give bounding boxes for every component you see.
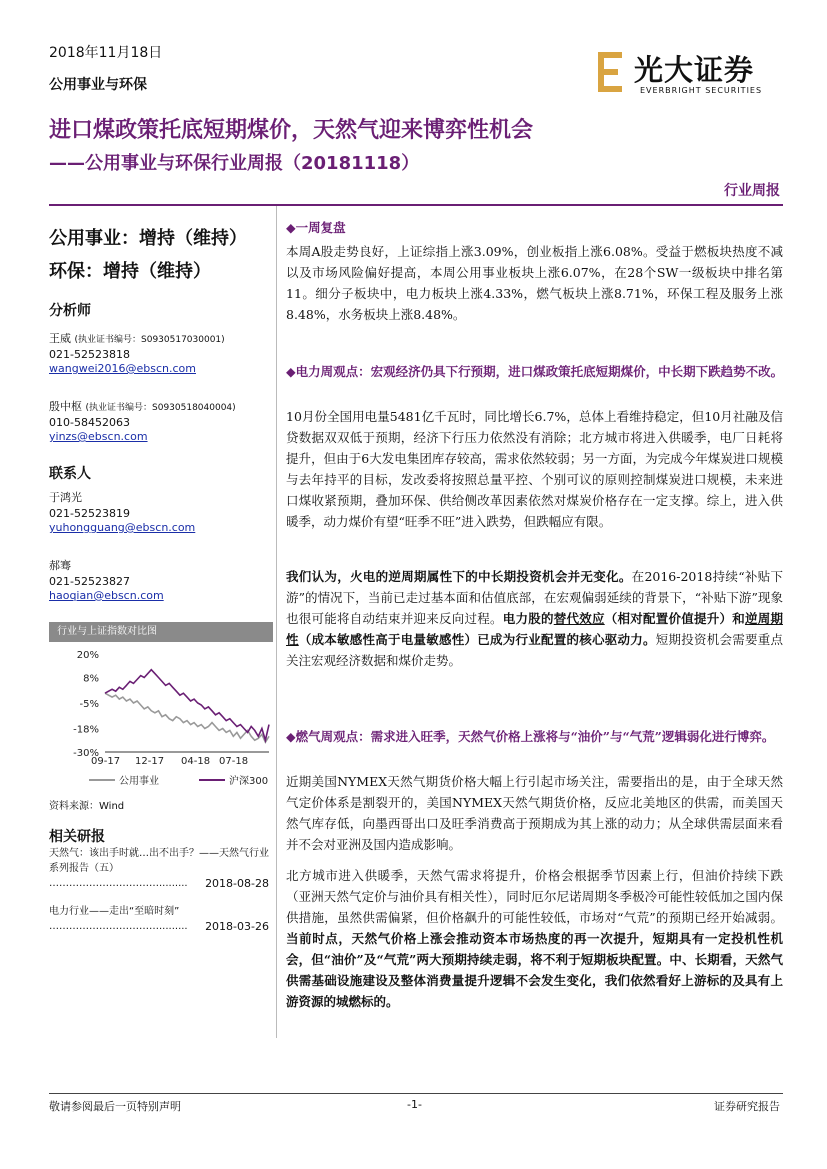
y-tick-label: -5%: [79, 699, 99, 710]
analyst-cert: (执业证书编号：S0930517030001): [74, 335, 225, 345]
analyst-email-link[interactable]: yinzs@ebscn.com: [49, 430, 148, 443]
related-item-leader: …………………………….........: [49, 921, 188, 932]
contacts-heading: 联系人: [49, 466, 91, 482]
y-tick-label: 8%: [83, 673, 99, 685]
series-line: [105, 693, 269, 742]
analyst-2: [49, 399, 236, 416]
column-divider: [276, 206, 277, 1038]
rating-environment: 环保：增持（维持）: [49, 261, 211, 282]
related-item-date: 2018-08-28: [205, 877, 269, 890]
analyst-1: [49, 331, 225, 348]
contact-phone: 021-52523827: [49, 575, 130, 588]
related-item-title: 电力行业——走出“至暗时刻”: [49, 906, 180, 917]
analysts-heading: 分析师: [49, 303, 91, 319]
analyst-phone: 021-52523818: [49, 348, 130, 361]
x-tick-label: 09-17: [91, 756, 121, 767]
page-number: -1-: [407, 1098, 422, 1111]
x-tick-label: 07-18: [219, 756, 249, 767]
analyst-name: 殷中枢: [49, 400, 82, 413]
related-item-line: [49, 876, 269, 891]
report-date: 2018年11月18日: [49, 45, 163, 61]
section-weekly-review-text: 本周A股走势良好，上证综指上涨3.09%，创业板指上涨6.08%。受益于燃板块热度不减以及市场风险偏好提高，本周公用事业板块上涨6.07%，在28个SW一级板块中排名第11。细分子板块中，电力板块上涨4.33%，燃气板块上涨8.71%，环保工程及服务上涨8.48%，水务板块上涨8.48%。: [286, 244, 783, 322]
x-tick-label: 12-17: [135, 756, 165, 767]
header-divider: [49, 204, 783, 206]
sector-label: 公用事业与环保: [49, 77, 147, 93]
text-run: 短期投资机会需要重点关注宏观经济数据和煤价走势。: [286, 632, 783, 668]
section-power-heading: ◆电力周观点：宏观经济仍具下行预期，进口煤政策托底短期煤价，中长期下跌趋势不改。: [286, 364, 784, 379]
contact-name: 郝骞: [49, 559, 71, 572]
emphasis: （相对配置价值提升）和: [604, 611, 745, 626]
related-item-date: 2018-03-26: [205, 920, 269, 933]
index-comparison-chart: [49, 644, 273, 794]
section-gas-text-2: [286, 865, 783, 1012]
series-line: [105, 670, 269, 741]
text-run: 北方城市进入供暖季，天然气需求将提升，价格会根据季节因素上行，但油价持续下跌（亚洲天然气定价与油价具有相关性），同时厄尔尼诺周期冬季极冷可能性较低加之国内保供措施，虽然供需偏紧，但价格飙升的可能性较低，市场对“气荒”的预期已经开始减弱。: [286, 868, 783, 925]
section-power-text-2: [286, 566, 783, 671]
y-tick-label: -30%: [73, 748, 99, 759]
contact-name: 于鸿光: [49, 491, 82, 504]
report-subtitle: ——公用事业与环保行业周报（20181118）: [49, 153, 420, 174]
document-type: 行业周报: [724, 183, 780, 199]
analyst-email-link[interactable]: wangwei2016@ebscn.com: [49, 362, 196, 375]
contact-phone: 021-52523819: [49, 507, 130, 520]
logo-mark-icon: [594, 48, 630, 98]
related-item-line: [49, 919, 269, 934]
y-tick-label: -18%: [73, 724, 99, 736]
contact-email-link[interactable]: haoqian@ebscn.com: [49, 589, 164, 602]
rating-utilities: 公用事业：增持（维持）: [49, 228, 247, 249]
analyst-cert: (执业证书编号：S0930518040004): [85, 403, 236, 413]
legend-label: 沪深300: [229, 776, 269, 787]
emphasis-underline: 逆周期性: [286, 611, 783, 647]
emphasis: 我们认为，火电的逆周期属性下的中长期投资机会并无变化。: [286, 569, 632, 584]
contact-email-link[interactable]: yuhongguang@ebscn.com: [49, 521, 196, 534]
related-item-title: 天然气：该出手时就…出不出手？——天然气行业系列报告（五）: [49, 848, 269, 874]
related-heading: 相关研报: [49, 829, 105, 845]
footer-divider: [49, 1093, 783, 1094]
x-tick-label: 04-18: [181, 756, 211, 767]
section-power-text-1: 10月份全国用电量5481亿千瓦时，同比增长6.7%，总体上看维持稳定，但10月社融及信贷数据双双低于预期，经济下行压力依然没有消除；北方城市将进入供暖季，电厂日耗将提升，但由于6大发电集团库存较高，需求依然较弱；另一方面，为完成今年煤炭进口规模与去年持平的目标，发改委将按照总量平控、个别可议的原则控制煤炭进口规模，未来进口煤收紧预期，叠加环保、供给侧改革因素依然对煤炭价格存在一定支撑。综上，进入供暖季，动力煤价有望“旺季不旺”进入跌势，但跌幅应有限。: [286, 409, 783, 529]
text-run: 在2016-2018持续“补贴下游”的情况下，当前已走过基本面和估值底部，在宏观偏弱延续的背景下，“补贴下游”现象也很可能将自动结束并迎来反向过程。: [286, 569, 783, 626]
footer-disclaimer: 敬请参阅最后一页特别声明: [49, 1100, 181, 1113]
chart-title: 行业与上证指数对比图: [49, 622, 273, 642]
related-item[interactable]: [49, 846, 269, 891]
footer-doc-label: 证券研究报告: [714, 1100, 780, 1113]
emphasis-underline: 替代效应: [553, 611, 605, 626]
logo-en-text: EVERBRIGHT SECURITIES: [640, 86, 763, 95]
chart-source: 资料来源：Wind: [49, 801, 125, 812]
section-weekly-review-heading: ◆一周复盘: [286, 220, 346, 235]
y-tick-label: 20%: [76, 650, 99, 661]
analyst-name: 王威: [49, 332, 71, 345]
related-item[interactable]: [49, 904, 269, 934]
emphasis: 电力股的: [502, 611, 554, 626]
legend-label: 公用事业: [119, 776, 159, 787]
related-item-leader: …………………………….........: [49, 878, 188, 889]
report-title: 进口煤政策托底短期煤价，天然气迎来博弈性机会: [49, 118, 534, 143]
section-gas-heading: ◆燃气周观点：需求进入旺季，天然气价格上涨将与“油价”与“气荒”逻辑弱化进行博弈。: [286, 729, 775, 744]
section-gas-text-1: 近期美国NYMEX天然气期货价格大幅上行引起市场关注，需要指出的是，由于全球天然气定价体系是割裂开的，美国NYMEX天然气期货价格，反应北美地区的供需，而美国天然气库存低，向墨西哥出口及旺季消费高于预期成为其上涨的动力；从全球供需层面来看并不会对亚洲及国内造成影响。: [286, 774, 783, 852]
emphasis: 当前时点，天然气价格上涨会推动资本市场热度的再一次提升，短期具有一定投机性机会，但“油价”及“气荒”两大预期持续走弱，将不利于短期板块配置。中、长期看，天然气供需基础设施建设及整体消费量提升逻辑不会发生变化，我们依然看好上游标的及具有上游资源的城燃标的。: [286, 931, 783, 1009]
analyst-phone: 010-58452063: [49, 416, 130, 429]
logo-cn-text: 光大证券: [634, 53, 755, 87]
emphasis: （成本敏感性高于电量敏感性）已成为行业配置的核心驱动力。: [298, 632, 656, 647]
